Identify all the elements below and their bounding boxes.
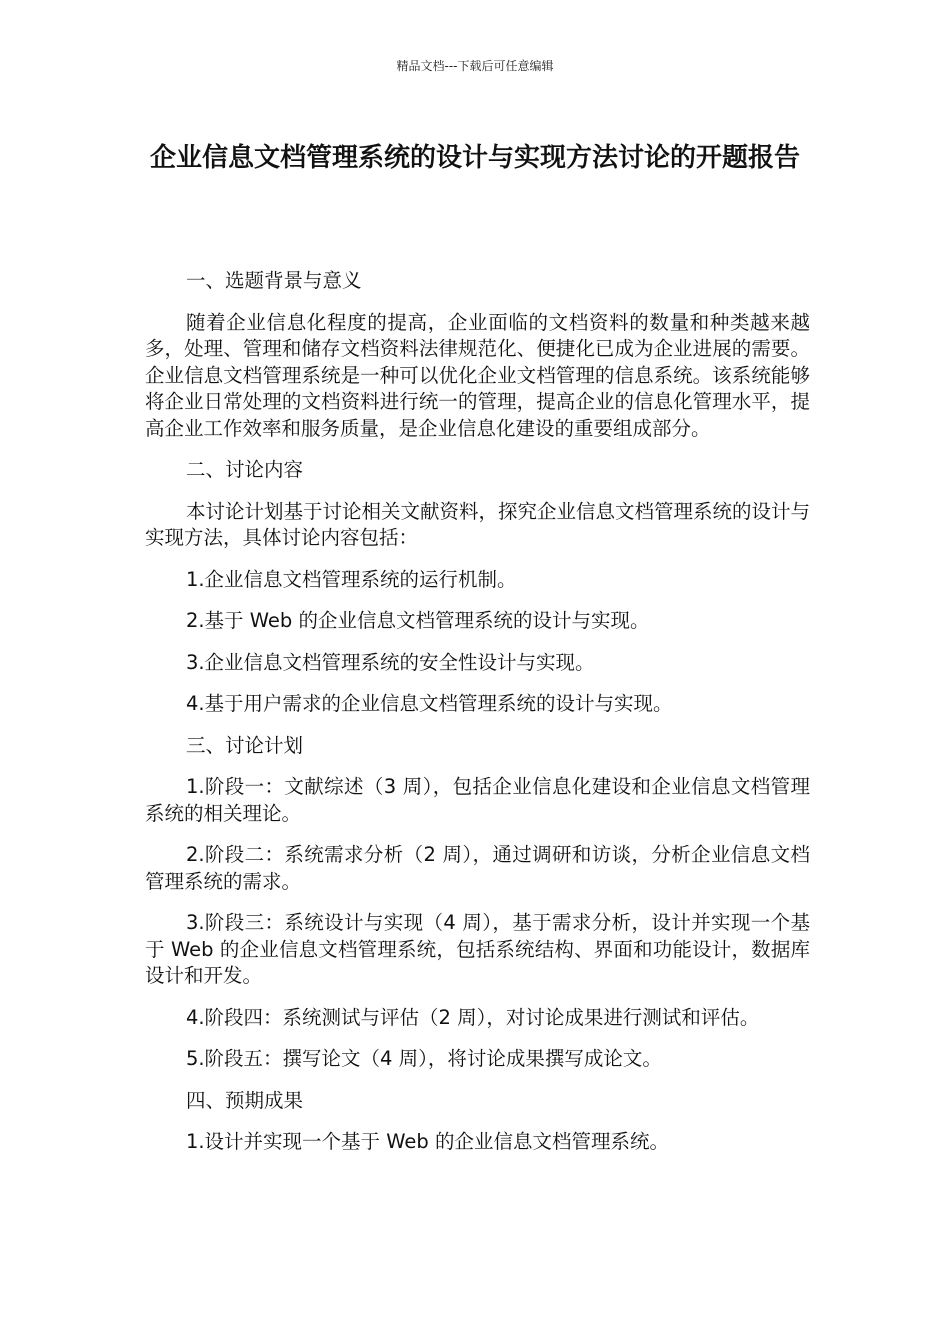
list-item-plan-1: 1.阶段一：文献综述（3 周），包括企业信息化建设和企业信息文档管理系统的相关理论。: [145, 775, 810, 825]
list-item-content-1: 1.企业信息文档管理系统的运行机制。: [185, 567, 517, 591]
paragraph-background: 随着企业信息化程度的提高，企业面临的文档资料的数量和种类越来越多，处理、管理和储存文档资料法律规范化、便捷化已成为企业进展的需要。企业信息文档管理系统是一种可以优化企业文档管理的信息系统。该系统能够将企业日常处理的文档资料进行统一的管理，提高企业的信息化管理水平，提高企业工作效率和服务质量，是企业信息化建设的重要组成部分。: [145, 310, 810, 440]
list-item-plan-3: 3.阶段三：系统设计与实现（4 周），基于需求分析，设计并实现一个基于 Web 的企业信息文档管理系统，包括系统结构、界面和功能设计，数据库设计和开发。: [145, 911, 810, 987]
list-item-content-2: 2.基于 Web 的企业信息文档管理系统的设计与实现。: [185, 609, 650, 632]
section-heading-plan: 三、讨论计划: [185, 733, 303, 757]
section-heading-results: 四、预期成果: [185, 1088, 303, 1112]
list-item-content-3: 3.企业信息文档管理系统的安全性设计与实现。: [185, 650, 595, 674]
list-item-plan-5: 5.阶段五：撰写论文（4 周），将讨论成果撰写成论文。: [185, 1047, 662, 1070]
list-item-plan-4: 4.阶段四：系统测试与评估（2 周），对讨论成果进行测试和评估。: [185, 1005, 760, 1029]
document-body: [145, 268, 810, 1171]
header-note: 精品文档---下载后可任意编辑: [396, 59, 554, 73]
list-item-content-4: 4.基于用户需求的企业信息文档管理系统的设计与实现。: [185, 692, 673, 715]
paragraph-content-intro: 本讨论计划基于讨论相关文献资料，探究企业信息文档管理系统的设计与实现方法，具体讨论内容包括：: [145, 499, 810, 549]
list-item-plan-2: 2.阶段二：系统需求分析（2 周），通过调研和访谈，分析企业信息文档管理系统的需求。: [145, 843, 810, 893]
section-heading-background: 一、选题背景与意义: [185, 269, 362, 292]
list-item-results-1: 1.设计并实现一个基于 Web 的企业信息文档管理系统。: [185, 1130, 669, 1153]
page-title: 企业信息文档管理系统的设计与实现方法讨论的开题报告: [149, 143, 800, 173]
section-heading-content: 二、讨论内容: [185, 458, 303, 481]
